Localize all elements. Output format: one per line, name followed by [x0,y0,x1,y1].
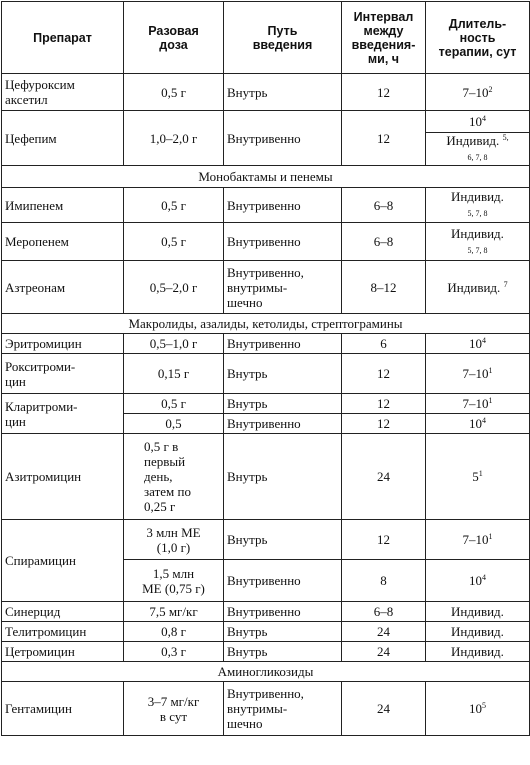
table-row [2,642,530,662]
dose-cell: 1,0–2,0 г [124,111,224,166]
duration-cell: $7-10^2$ [426,74,530,111]
route-cell: Внутрь [224,354,342,394]
route-cell: Внутривенно, внутримы- шечно [224,261,342,314]
footnote-ref: 5, 7, 8 [467,245,488,255]
route-cell: Внутрь [224,394,342,414]
dose-cell: 0,15 г [124,354,224,394]
section-title: Аминогликозиды [2,662,530,682]
dose-cell: 0,5–1,0 г [124,334,224,354]
footnote-ref: 1 [488,532,493,541]
footnote-ref: 5, 7, 8 [467,209,488,218]
header-interval: Интервал между введения- ми, ч [342,2,426,74]
interval-cell: 12 [342,111,426,166]
header-route: Путь введения [224,2,342,74]
interval-cell: 6–8 [342,602,426,622]
drug-name: Имипенем [2,188,124,223]
duration-cell: Индивид. 5, 7, 8 [426,223,530,261]
drug-name: Рокситроми- цин [2,354,124,394]
route-cell: Внутривенно [224,334,342,354]
duration-cell: Индивид. [426,602,530,622]
interval-cell: 6–8 [342,223,426,261]
footnote-ref: 4 [482,416,486,425]
drug-name: Цетромицин [2,642,124,662]
drug-dosage-table [1,1,530,736]
table-row [2,261,530,314]
duration-cell: Индивид. 5, 7, 8 [426,188,530,223]
dose-cell: 3 млн МЕ (1,0 г) [124,520,224,560]
footnote-ref: 1 [488,396,493,405]
drug-name: Цефуроксим аксетил [2,74,124,111]
footnote-ref: 7 [503,279,508,289]
interval-cell: 24 [342,682,426,736]
route-cell: Внутрь [224,642,342,662]
header-duration: Длитель- ность терапии, сут [426,2,530,74]
table-row [2,354,530,394]
dose-cell: 0,5 г [124,223,224,261]
duration-cell: Индивид. $^{5,}$ 6, 7, 8 [426,133,530,166]
interval-cell: 12 [342,354,426,394]
footnote-ref: 4 [482,336,486,345]
duration-cell: $10^4$ [426,414,530,434]
dose-cell: 0,5 [124,414,224,434]
route-cell: Внутрь [224,74,342,111]
section-row [2,314,530,334]
interval-cell: 6–8 [342,188,426,223]
route-cell: Внутрь [224,434,342,520]
interval-cell: 12 [342,414,426,434]
interval-cell: 24 [342,642,426,662]
drug-name: Азитромицин [2,434,124,520]
duration-cell: Индивид. [426,642,530,662]
table-row [2,188,530,223]
header-dose: Разовая доза [124,2,224,74]
duration-cell: $10^4$ [426,111,530,133]
table-row [2,111,530,133]
footnote-ref: 2 [488,84,493,94]
section-row [2,662,530,682]
table-row [2,622,530,642]
route-cell: Внутривенно [224,188,342,223]
footnote-ref: 1 [478,469,483,478]
table-row [2,602,530,622]
duration-cell: $10^4$ [426,334,530,354]
footnote-ref: 4 [482,114,486,123]
route-cell: Внутривенно [224,111,342,166]
footnote-ref: 6, 7, 8 [467,153,488,162]
footnote-ref: 1 [488,366,493,375]
interval-cell: 12 [342,394,426,414]
route-cell: Внутривенно [224,560,342,602]
duration-cell: $10^4$ [426,560,530,602]
drug-name: Синерцид [2,602,124,622]
dose-cell: 0,5–2,0 г [124,261,224,314]
route-cell: Внутрь [224,622,342,642]
section-title: Монобактамы и пенемы [2,166,530,188]
table-row [2,223,530,261]
dose-cell: 0,5 г [124,188,224,223]
dose-cell: 3–7 мг/кг в сут [124,682,224,736]
drug-name: Цефепим [2,111,124,166]
route-cell: Внутривенно, внутримы- шечно [224,682,342,736]
table-row [2,74,530,111]
dose-cell: 0,5 г в первый день, затем по 0,25 г [124,434,224,520]
header-drug: Препарат [2,2,124,74]
interval-cell: 24 [342,622,426,642]
dose-cell: 0,5 г [124,394,224,414]
route-cell: Внутривенно [224,602,342,622]
table-row [2,394,530,414]
route-cell: Внутривенно [224,223,342,261]
route-cell: Внутрь [224,520,342,560]
footnote-ref: 5 [482,701,486,710]
drug-name: Эритромицин [2,334,124,354]
duration-cell: $7-10^1$ [426,520,530,560]
drug-name: Телитромицин [2,622,124,642]
table-row [2,520,530,560]
drug-name: Меропенем [2,223,124,261]
drug-name: Азтреонам [2,261,124,314]
drug-name: Гентамицин [2,682,124,736]
interval-cell: 8 [342,560,426,602]
drug-name: Кларитроми- цин [2,394,124,434]
table-row [2,334,530,354]
footnote-ref: 5, [502,133,509,142]
duration-cell: $7-10^1$ [426,394,530,414]
dose-cell: 0,5 г [124,74,224,111]
dose-cell: 0,3 г [124,642,224,662]
interval-cell: 6 [342,334,426,354]
interval-cell: 24 [342,434,426,520]
table-row [2,434,530,520]
duration-cell: $10^5$ [426,682,530,736]
interval-cell: 12 [342,520,426,560]
table-header-row [2,2,530,74]
drug-name: Спирамицин [2,520,124,602]
interval-cell: 8–12 [342,261,426,314]
duration-cell: $7-10^1$ [426,354,530,394]
route-cell: Внутривенно [224,414,342,434]
dose-cell: 7,5 мг/кг [124,602,224,622]
dose-cell: 1,5 млн МЕ (0,75 г) [124,560,224,602]
duration-cell: $5^1$ [426,434,530,520]
table-row [2,682,530,736]
section-row [2,166,530,188]
footnote-ref: 4 [482,573,486,582]
duration-cell: Индивид. $^7$ [426,261,530,314]
dose-cell: 0,8 г [124,622,224,642]
section-title: Макролиды, азалиды, кетолиды, стрептограмины [2,314,530,334]
interval-cell: 12 [342,74,426,111]
duration-cell: Индивид. [426,622,530,642]
